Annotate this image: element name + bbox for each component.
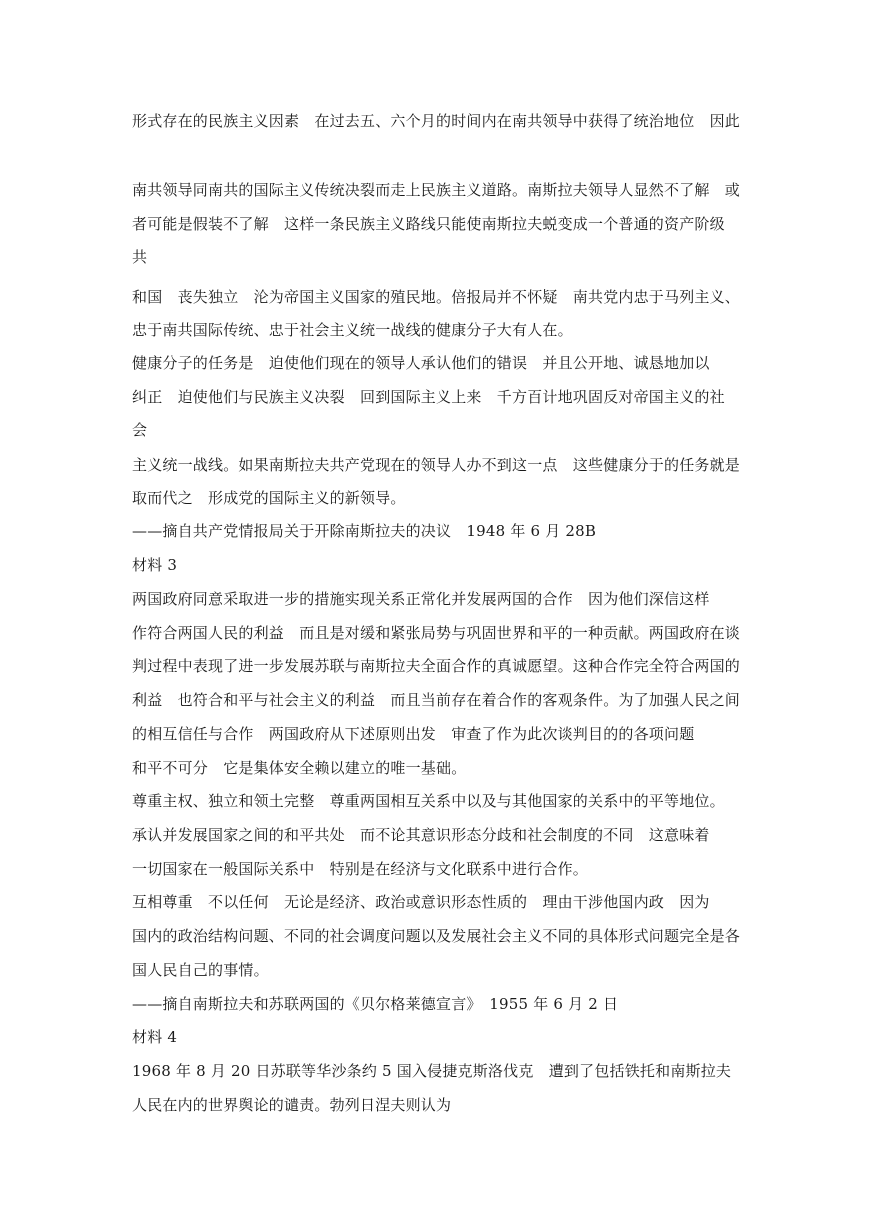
text-line: 南共领导同南共的国际主义传统决裂而走上民族主义道路。南斯拉夫领导人显然不了解 或 — [132, 181, 741, 199]
text-line: 者可能是假装不了解 这样一条民族主义路线只能使南斯拉夫蜕变成一个普通的资产阶级 — [132, 215, 725, 233]
text-line: 互相尊重 不以任何 无论是经济、政治或意识形态性质的 理由干涉他国内政 因为 — [132, 893, 710, 911]
text-line: 承认并发展国家之间的和平共处 而不论其意识形态分歧和社会制度的不同 这意味着 — [132, 826, 710, 844]
text-line: 的相互信任与合作 两国政府从下述原则出发 审查了作为此次谈判目的的各项问题 — [132, 725, 695, 743]
text-line: 作符合两国人民的利益 而且是对缓和紧张局势与巩固世界和平的一种贡献。两国政府在谈 — [132, 624, 741, 642]
text-line: 取而代之 形成党的国际主义的新领导。 — [132, 489, 406, 507]
text-line: 形式存在的民族主义因素 在过去五、六个月的时间内在南共领导中获得了统治地位 因此 — [132, 112, 741, 130]
text-line: 一切国家在一般国际关系中 特别是在经济与文化联系中进行合作。 — [132, 860, 589, 878]
text-line: 主义统一战线。如果南斯拉夫共产党现在的领导人办不到这一点 这些健康分于的任务就是 — [132, 456, 741, 474]
section-heading: 材料 4 — [132, 1028, 178, 1046]
text-line: 纠正 迫使他们与民族主义决裂 回到国际主义上来 千方百计地巩固反对帝国主义的社 — [132, 388, 725, 406]
text-line: 忠于南共国际传统、忠于社会主义统一战线的健康分子大有人在。 — [132, 321, 573, 339]
text-line: 国内的政治结构问题、不同的社会调度问题以及发展社会主义不同的具体形式问题完全是各 — [132, 927, 741, 945]
text-line: 1968 年 8 月 20 日苏联等华沙条约 5 国入侵捷克斯洛伐克 遭到了包括铁托和南斯拉夫 — [132, 1062, 732, 1080]
section-heading: 材料 3 — [132, 556, 178, 574]
citation-line: ——摘自南斯拉夫和苏联两国的《贝尔格莱德宣言》 1955 年 6 月 2 日 — [132, 995, 619, 1013]
text-line: 利益 也符合和平与社会主义的利益 而且当前存在着合作的客观条件。为了加强人民之间 — [132, 691, 741, 709]
text-line: 尊重主权、独立和领土完整 尊重两国相互关系中以及与其他国家的关系中的平等地位。 — [132, 792, 725, 810]
text-line: 两国政府同意采取进一步的措施实现关系正常化并发展两国的合作 因为他们深信这样 — [132, 590, 710, 608]
text-line: 人民在内的世界舆论的谴责。勃列日涅夫则认为 — [132, 1096, 452, 1114]
text-line: 和平不可分 它是集体安全赖以建立的唯一基础。 — [132, 759, 467, 777]
text-line: 判过程中表现了进一步发展苏联与南斯拉夫全面合作的真诚愿望。这种合作完全符合两国的 — [132, 657, 741, 675]
text-line: 和国 丧失独立 沦为帝国主义国家的殖民地。倍报局并不怀疑 南共党内忠于马列主义、 — [132, 288, 741, 306]
text-line: 国人民自己的事情。 — [132, 961, 269, 979]
citation-line: ——摘自共产党情报局关于开除南斯拉夫的决议 1948 年 6 月 28B — [132, 522, 597, 540]
text-line: 共 — [132, 248, 148, 266]
text-line: 健康分子的任务是 迫使他们现在的领导人承认他们的错误 并且公开地、诚恳地加以 — [132, 354, 710, 372]
text-line: 会 — [132, 421, 148, 439]
